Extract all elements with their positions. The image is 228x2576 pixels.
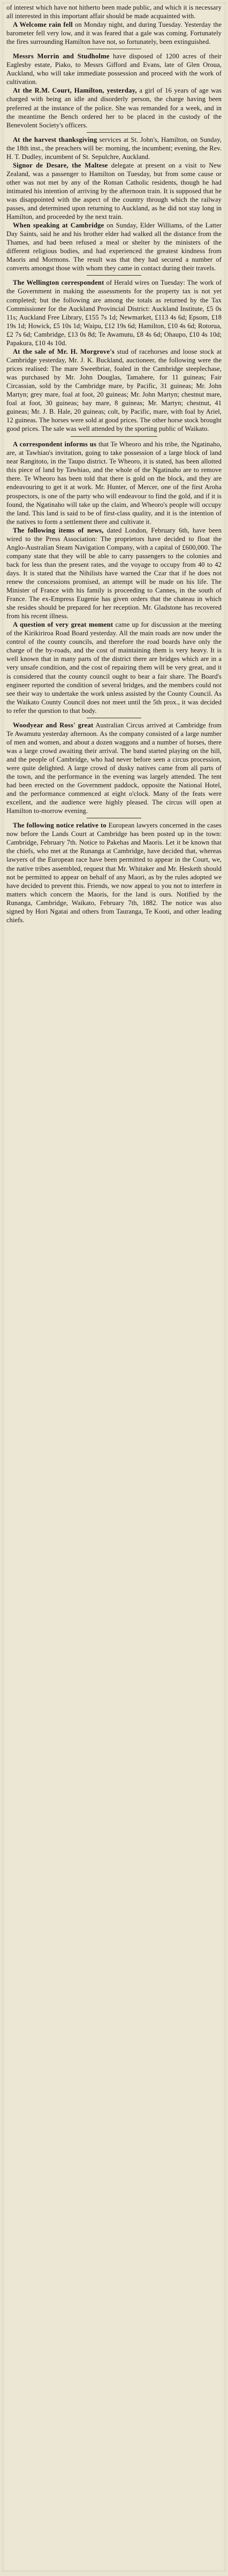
item-text: have disposed of 1200 acres of their Eaglesby estate, Piako, to Messrs Gifford and Evans, late of Glen Oroua, Auckland, who will take immediate possession and proceed with the work of cultivation.	[6, 52, 222, 86]
item-lead: A correspondent informs us	[13, 440, 97, 449]
item-text: that Te Wheoro and his tribe, the Ngatinaho, are, at Tawhiao's invitation, going to take possession of a large block of land near Rangitoto, in the Taupo district. Te Wheoro, it is stated, has been allotted this piece of land by Tawhiao, and the whole of the Ngatinaho are to remove there. Te Wheoro has been told that there is gold on the block, and they are endeavouring to get it at work. Mr. Hunter, of Mercer, one of the first Aroha prospectors, is one of the party who will endeavour to find the gold, and if it is found, the Ngatinaho will take up the claim, and Wheoro's people will occupy the land. This land is said to be of first-class quality, and it is the intention of the natives to form a settlement there and cultivate it.	[6, 440, 222, 526]
item-lead: A question of very great moment	[13, 621, 113, 629]
item-text: of Herald wires on Tuesday: The work of the Government in making the assessments for the property tax is not yet completed; but the following are among the totals as returned by the Tax Commissioner for the Auckland Provincial District: Auckland Institute, £5 0s 11s; Auckland Free Library, £155 7s 1d; Newmarket, £113 4s 6d; Epsom, £18 19s 1d; Howick, £5 10s 1d; Waipu, £12 19s 6d; Hamilton, £10 4s 6d; Rotorua, £2 7s 6d; Cambridge, £13 0s 8d; Te Awamutu, £8 4s 6d; Ohaupo, £10 4s 10d; Papakura, £10 4s 10d.	[6, 279, 222, 347]
item-lead: At the harvest thanksgiving	[13, 135, 97, 143]
item-text: came up for discussion at the meeting of the Kirikiriroa Road Board yesterday. All the main roads are now under the control of the county councils, and therefore the road boards have only the charge of the by-roads, and the cost of maintaining them is very heavy. It is well known that in many parts of the district there are bridges which are in a very unsafe condition, and the cost of repairing them will be very great, and it is considered that the county council ought to bear a fair share. The Board's engineer reported the condition of several bridges, and the members could not see their way to undertake the work unless assisted by the County Council. As the Waikato County Council does not meet until the 5th prox., it was decided to refer the question to that body.	[6, 621, 222, 715]
news-item-9	[6, 440, 222, 526]
news-item-13	[6, 821, 222, 924]
item-text: of interest which have not hitherto been made public, and which it is necessary all interested in this important affair should be made acquainted with.	[6, 4, 222, 20]
item-lead: Woodyear and Ross' great	[13, 721, 94, 729]
item-lead: A Welcome rain fell	[13, 21, 73, 29]
divider	[71, 436, 157, 437]
item-lead: The Wellington correspondent	[13, 279, 104, 287]
item-text: dated London, February 6th, have been wired to the Press Association: The proprietors have decided to float the Anglo-Australian Steam Navigation Company, with a capital of £600,000. The company state that they will be able to carry passengers to the colonies and back for less than the present rates, and the voyage to occupy from 40 to 42 days. It is stated that the Nihilists have warned the Czar that if he does not renew the concessions promised, an attempt will be made on his life. The Minister of France with his family is proceeding to Cannes, in the south of France. The ex-Empress Eugenie has given orders that the chateau in which she resides should be prepared for her reception. Mr. Gladstone has recovered from his recent illness.	[6, 526, 222, 620]
item-text: European lawyers concerned in the cases now before the Lands Court at Cambridge has been posted up in the town: Cambridge, February 7th. Notice to Pakehas and Maoris. Let it be known that the chiefs, who met at the Runanga at Cambridge, have decided that, whereas lawyers of the European race have been permitted to appear in the Court, we, the native tribes assembled, request that Mr. Whitaker and Mr. Hesketh should not be permitted to appear on behalf of any Maori, as by the rules adopted we have decided to prevent this. Friends, we now appeal to you not to interfere in matters which concern the Maoris, for the land is ours. Notified by the Runanga, Cambridge, Waikato, February 7th, 1882. The notice was also signed by Hori Ngatai and others from Tauranga, Te Kooti, and other leading chiefs.	[6, 822, 222, 924]
newspaper-column	[2, 2, 226, 2572]
item-text: on Monday night, and during Tuesday. Yesterday the barometer fell very low, and it was feared that a gale was coming. Fortunately the fires surrounding Hamilton have not, so fortunately, been extinguished.	[6, 21, 222, 46]
news-item-5	[6, 161, 222, 221]
news-item-6	[6, 221, 222, 272]
divider	[87, 132, 141, 133]
divider	[87, 275, 141, 276]
item-lead: At the sale of Mr. H. Morgrove's	[13, 347, 115, 355]
item-text: on Sunday, Elder Williams, of the Latter Day Saints, said he and his brother elder had walked all the distance from the Thames, and had been refused a meal or shelter by the ministers of the different religious bodies, and had experienced the greatest kindness from Maoris and Mormons. The result was that they had secured a number of converts amongst those with whom they came in contact during their travels.	[6, 222, 222, 272]
item-text: stud of racehorses and loose stock at Cambridge yesterday, Mr. J. K. Buckland, auctioneer, the following were the prices realised: The mare Sweetbriar, foaled in the Cambridge steeplechase, was purchased by Mr. John Douglas, Tamahere, for 11 guineas; Fair Circassian, sold by the Cambridge mare, by Pacific, 31 guineas; Mr. John Martyn; grey mare, foal at foot, 20 guineas; Mr. John Martyn; chestnut mare, foal at foot, 30 guineas; bay mare, 8 guineas; Mr. Martyn; chestnut, 41 guineas; Mr. J. B. Hale, 20 guineas; colt, by Pacific, mare, with foal by Ariel, 12 guineas. The horses were sold at good prices. The other horse stock brought good prices. The sale was well attended by the sporting public of Waikato.	[6, 347, 222, 433]
item-lead: Messrs Morrin and Studholme	[13, 52, 110, 60]
item-lead: The following items of news,	[13, 526, 104, 534]
news-item-4	[6, 135, 222, 161]
item-lead: At the R.M. Court, Hamilton, yesterday,	[13, 87, 137, 95]
item-lead: The following notice relative to	[13, 822, 107, 830]
news-item-8	[6, 347, 222, 433]
news-item-2	[6, 52, 222, 86]
news-item-1	[6, 20, 222, 46]
news-item-12	[6, 721, 222, 816]
column-body	[2, 2, 226, 924]
news-item-11	[6, 620, 222, 715]
item-text: delegate at present on a visit to New Zealand, was a passenger to Hamilton on Tuesday, but from some cause or other was not met by any of the Roman Catholic residents, though he had intimated his intention of arriving by the afternoon train. It is supposed that he was disappointed with the aspect of the country through which the railway passes, and determined upon returning to Auckland, as he did not stay long in Hamilton, and proceeded by the next train.	[6, 161, 222, 221]
item-lead: Signor de Desare, the Maltese	[13, 161, 108, 169]
item-lead: When speaking at Cambridge	[13, 222, 104, 230]
news-item-10	[6, 526, 222, 621]
news-item-3	[6, 86, 222, 129]
news-item-0	[6, 3, 222, 20]
item-text: Australian Circus arrived at Cambridge from Te Awamutu yesterday afternoon. As the company consisted of a large number of men and women, and about a dozen waggons and a number of horses, there was a large crowd awaiting their arrival. The band started playing on the hill, and the people of Cambridge, who had never before seen a circus procession, were quite delighted. A large crowd of dusky natives came from all parts of the town, and the performance in the evening was largely attended. The tent had been erected on the Government paddock, opposite the National Hotel, and the performance commenced at eight o'clock. Many of the feats were excellent, and the audience were highly pleased. The circus will open at Hamilton to-morrow evening.	[6, 721, 222, 815]
news-item-7	[6, 278, 222, 347]
item-text: a girl of 16 years of age was charged with being an idle and disorderly person, the charge having been preferred at the instance of the police. She was remanded for a week, and in the meantime the Bench ordered her to be placed in the custody of the Benevolent Society's officers.	[6, 87, 222, 129]
item-text: services at St. John's, Hamilton, on Sunday, the 18th inst., the preachers will be: morning, the incumbent; evening, the Rev. H. T. Dudley, incumbent of St. Sepulchre, Auckland.	[6, 135, 222, 161]
